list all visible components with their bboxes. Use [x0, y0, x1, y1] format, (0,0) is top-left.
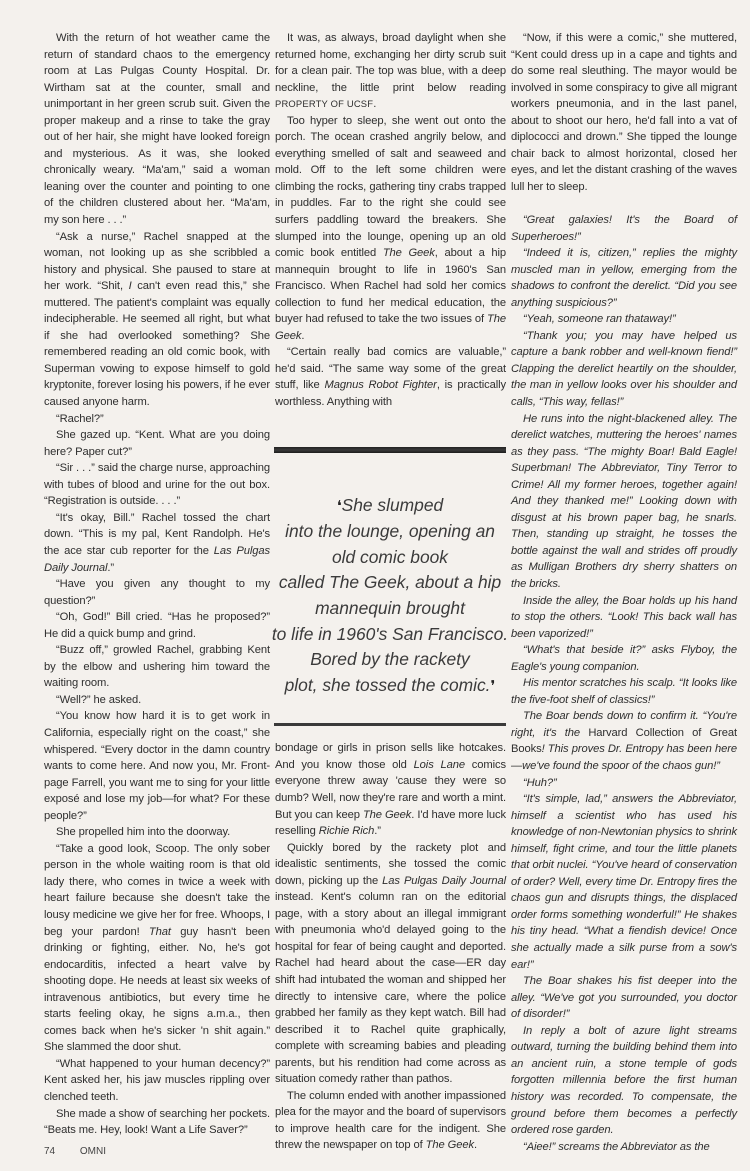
small-caps-text: PROPERTY OF UCSF	[275, 98, 374, 110]
text-run: He runs into the night-blackened alley. The derelict watches, muttering the heroes' names as they pass. “The mighty Boar! Bald Eagle! Superbman! The Abbreviator, Tiny Terror to Crime! All my former heroes, together again! And they thanked me!” Looking down with disgust at his brown paper bag, he snarls. Then, standing up straight, he tosses the bottle against the wall and strides off proudly as Mulligan Brothers dry sherry shatters on the bricks.	[511, 412, 737, 590]
pull-quote-line: plot, she tossed the comic.	[284, 674, 491, 695]
italic-text: Las Pulgas Daily Journal	[382, 874, 506, 887]
italic-text: The Geek	[275, 313, 507, 342]
paragraph	[511, 1023, 737, 1139]
paragraph	[511, 311, 737, 328]
pull-quote-top-rule	[274, 447, 506, 453]
text-run: “Buzz off,” growled Rachel, grabbing Kent by the elbow and ushering him toward the waiting room.	[44, 644, 270, 690]
text-run: guy hasn't been drinking or fighting, either. No, he's got endocarditis, infected a heart valve by shooting dope. He needs at least six weeks of intravenous antibiotics, but every time he starts feeling okay, he signs a.m.a., then comes back when he's sicker 'n shit again.” She slammed the door shut.	[44, 925, 270, 1054]
text-run: In reply a bolt of azure light streams outward, turning the building behind them into an ancient ruin, a stone temple of gods forgotten millennia before the first human history was recorded. To compensate, the ground before them becomes a perfectly ordered rose garden.	[511, 1024, 737, 1137]
text-run: “Thank you; you may have helped us capture a bank robber and well-known fiend!” Clapping the derelict heartily on the shoulder, the man in yellow looks over his shoulder and calls, “This way, fellas!”	[511, 329, 737, 408]
page-number: 74	[44, 1145, 56, 1157]
text-run: , is practically worthless. Anything with	[275, 379, 506, 409]
pull-quote	[267, 493, 513, 700]
text-run: “Certain really bad comics are valuable,” he'd said. “The same way some of the great stuff, like	[275, 346, 506, 392]
paragraph	[44, 30, 270, 229]
paragraph	[275, 740, 506, 839]
page-footer	[44, 1145, 270, 1159]
text-run: .	[301, 329, 305, 342]
paragraph	[511, 675, 737, 708]
paragraph	[44, 229, 270, 411]
text-run: ! This proves Dr. Entropy has been here—we've found the spoor of the chaos gun!”	[511, 743, 737, 773]
paragraph	[511, 973, 737, 1023]
text-run: .”	[107, 561, 115, 574]
magazine-name: OMNI	[79, 1145, 107, 1157]
paragraph	[44, 692, 270, 709]
text-run: His mentor scratches his scalp. “It looks like the five-foot shelf of classics!”	[511, 677, 737, 706]
text-run: “It's okay, Bill.” Rachel tossed the chart down. “This is my pal, Kent Randolph. He's the ace star cub reporter for the	[44, 511, 270, 557]
italic-text: I	[128, 280, 132, 293]
article-column-2-bottom	[275, 740, 506, 1154]
text-run: comics everyone threw away 'cause they were so dumb? Well, now they're rare and worth a mint. But you can keep	[275, 758, 506, 821]
text-run: .”	[374, 825, 381, 838]
italic-text: The Geek	[382, 247, 435, 260]
text-run: “What happened to your human decency?” Kent asked her, his jaw muscles rippling over clenched teeth.	[44, 1057, 270, 1103]
pull-quote-line: old comic book	[332, 546, 448, 567]
italic-text: Richie Rich	[318, 825, 375, 838]
paragraph	[511, 411, 737, 593]
pull-quote-line: Bored by the rackety	[310, 649, 470, 670]
text-run: .	[373, 98, 377, 111]
paragraph	[511, 791, 737, 973]
italic-text: Lois Lane	[413, 758, 465, 771]
text-run: Harvard Collection of Great Books	[511, 726, 737, 756]
pull-quote-line: to life in 1960's San Francisco.	[271, 623, 509, 644]
text-run: It was, as always, broad daylight when she returned home, exchanging her dirty scrub suit for a clean pair. The top was blue, with a deep neckline, the little print below reading	[275, 32, 506, 94]
text-run: “Aiee!” screams the Abbreviator as the	[523, 1140, 710, 1153]
pull-quote-line: She slumped	[341, 494, 444, 515]
text-run: “What's that beside it?” asks Flyboy, the Eagle's young companion.	[511, 644, 737, 673]
paragraph	[275, 30, 506, 113]
column-2-wrapper	[271, 30, 509, 1154]
article-column-3	[511, 30, 737, 1155]
italic-text: The Geek	[425, 1139, 474, 1152]
text-run: Quickly bored by the rackety plot and idealistic sentiments, she tossed the comic down, picking up the	[275, 841, 506, 887]
paragraph	[511, 30, 737, 195]
pull-quote-line: called The Geek, about a hip	[278, 572, 502, 593]
text-run: The Boar bends down to confirm it. “You're right, it's the	[511, 710, 737, 739]
text-run: , about a hip mannequin brought to life in 1960's San Francisco. When Rachel had sold her comics collection to fund her medical education, the buyer had refused to take the two issues of	[275, 247, 507, 326]
text-run: “Take a good look, Scoop. The only sober person in the whole waiting room is that old lady there, who comes in twice a week with heart failure because she doesn't take the lousy medicine we give her for free. Whoops, I beg your pardon!	[44, 842, 270, 938]
text-run: . I'd have more luck reselling	[275, 808, 506, 838]
text-run: bondage or girls in prison sells like hotcakes. And you know those old	[275, 742, 506, 771]
paragraph	[275, 840, 506, 1088]
paragraph	[511, 642, 737, 675]
text-run: “Huh?”	[523, 776, 557, 789]
column-1-wrapper	[44, 30, 270, 1159]
paragraph	[44, 427, 270, 460]
close-quote-icon	[491, 678, 496, 695]
paragraph	[44, 411, 270, 428]
text-run: instead. Kent's column ran on the editorial page, with a story about an illegal immigrant with pneumonia who'd delayed going to the hospital for fear of being caught and deported. Rachel had heard about the case—ER day shift had intubated the woman and shipped her directly to intensive care, where the police grabbed her family as they kept watch. Bill had described it to Rachel quite graphically, complete with screaming babies and pleading parents, but his rendition had come across as situation comedy rather than pathos.	[275, 891, 506, 1086]
pull-quote-line: mannequin brought	[315, 597, 465, 618]
paragraph	[44, 1106, 270, 1139]
paragraph	[275, 344, 506, 410]
paragraph	[511, 775, 737, 792]
paragraph	[275, 113, 506, 345]
text-run: “Great galaxies! It's the Board of Superheroes!”	[511, 213, 737, 243]
text-run: .	[473, 1139, 477, 1152]
paragraph	[44, 841, 270, 1056]
text-run: “Yeah, someone ran thataway!”	[523, 313, 676, 326]
paragraph	[44, 708, 270, 824]
text-run: “Well?” he asked.	[56, 693, 142, 706]
text-run: With the return of hot weather came the return of standard chaos to the emergency room at Las Pulgas County Hospital. Dr. Wirtham sat at the counter, small and unimportant in her green scrub suit. Given the proper makeup and a rinse to take the gray out of her hair, she might have looked foreign and mysterious. As it was, she looked chronically weary. “Ma'am,” said a woman leaning over the counter and pointing to one of the children clustered about her. “Ma'am, my son here . . .”	[44, 32, 270, 227]
text-run: She gazed up. “Kent. What are you doing here? Paper cut?”	[44, 429, 270, 458]
text-run: “Ask a nurse,” Rachel snapped at the woman, not looking up as she scribbled a history and physical. She paused to stare at her work. “Shit,	[44, 230, 270, 293]
paragraph	[44, 576, 270, 609]
italic-text: The Geek	[362, 808, 412, 821]
text-run: She made a show of searching her pockets. “Beats me. Hey, look! Want a Life Saver?”	[44, 1107, 270, 1137]
paragraph	[511, 245, 737, 311]
paragraph	[511, 1139, 737, 1156]
paragraph	[511, 212, 737, 245]
pull-quote-line: into the lounge, opening an	[285, 521, 495, 542]
paragraph	[44, 609, 270, 642]
text-run: “Now, if this were a comic,” she muttered, “Kent could dress up in a cape and tights and do some real sleuthing. The mayor would be involved in some conspiracy to give all migrant workers pneumonia, and in the last panel, about to shoot our hero, he'd fall into a vat of diplococci and drown.” She tipped the lounge chair back to almost horizontal, closed her eyes, and let the distant crashing of the waves lull her to sleep.	[511, 32, 737, 193]
text-run: “Have you given any thought to my question?”	[44, 578, 270, 607]
paragraph	[511, 593, 737, 643]
italic-text: Las Pulgas Daily Journal	[44, 544, 270, 574]
text-run: The column ended with another impassioned plea for the mayor and the board of supervisors to improve health care for the indigent. She threw the newspaper on top of	[275, 1089, 506, 1152]
text-run: “Sir . . .” said the charge nurse, approaching with tubes of blood and urine for the out box. “Registration is outside. . . .”	[44, 462, 270, 508]
paragraph	[275, 1088, 506, 1154]
paragraph	[44, 460, 270, 510]
article-column-2-top	[275, 30, 506, 411]
article-column-1	[44, 30, 270, 1139]
paragraph	[511, 328, 737, 411]
paragraph	[44, 824, 270, 841]
text-run: Too hyper to sleep, she went out onto the porch. The ocean crashed angrily below, and everything smelled of salt and seaweed and mold. Off to the left some children were climbing the rocks, gathering tiny crabs trapped in puddles. Far to the right she could see surfers paddling toward the breakers. She slumped into the lounge, opening up an old comic book entitled	[275, 114, 506, 260]
text-run: “You know how hard it is to get work in California, especially right on the coast,” she whispered. “Every doctor in the damn country wants to come here. And now you, Mr. Front-page Farrell, you want me to sing for your little exposé and lose my job—for what? For these people?”	[44, 710, 270, 822]
text-run: The Boar shakes his fist deeper into the alley. “We've got you surrounded, you doctor of disorder!”	[511, 975, 737, 1021]
text-run: Inside the alley, the Boar holds up his hand to stop the others. “Look! This back wall has been vaporized!”	[511, 594, 737, 640]
text-run: “Rachel?”	[56, 412, 104, 425]
paragraph	[44, 1056, 270, 1106]
text-run: can't even read this,” she muttered. The patient's complaint was equally indecipherable. He seemed all right, but what if she had overlooked something? She remembered reading an old comic book, with Superman vowing to expose himself to gold kryptonite, forever losing his powers, if he ever caused anyone harm.	[44, 280, 270, 409]
pull-quote-bottom-rule	[274, 723, 506, 726]
italic-text: That	[148, 925, 171, 938]
paragraph	[44, 510, 270, 576]
text-run: “Oh, God!” Bill cried. “Has he proposed?” He did a quick bump and grind.	[44, 611, 270, 640]
text-run: She propelled him into the doorway.	[56, 826, 231, 839]
italic-text: Magnus Robot Fighter	[324, 379, 437, 392]
paragraph	[44, 642, 270, 692]
paragraph	[511, 708, 737, 774]
text-run: “Indeed it is, citizen,” replies the mighty muscled man in yellow, emerging from the shadows to confront the derelict. “Did you see anything suspicious?”	[511, 247, 737, 309]
text-run: “It's simple, lad,” answers the Abbreviator, himself a scientist who has used his knowledge of non-Newtonian physics to shrink himself, fight crime, and tour the little planets that orbit nuclei. “You've heard of conservation of order? Well, every time Dr. Entropy fires the chaos gun and disrupts things, the displaced order forms something wonderful!” He shakes his tiny head. “What a fiendish device! Once she actually made a silk purse from a sow's ear!”	[511, 793, 737, 971]
